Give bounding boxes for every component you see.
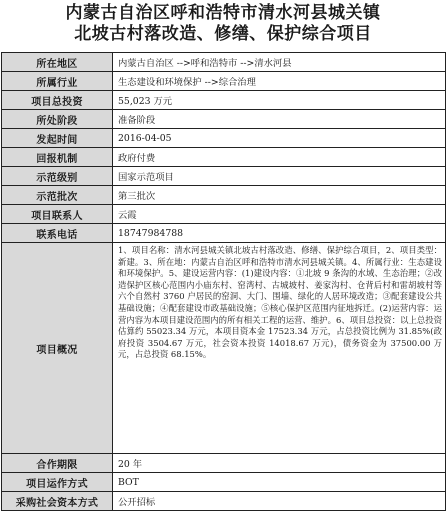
value-launch-date: 2016-04-05 [113, 129, 446, 148]
row-contact-person [2, 205, 446, 224]
label-cooperation-term: 合作期限 [2, 454, 113, 473]
document-title [0, 3, 446, 45]
row-demo-level [2, 167, 446, 186]
row-return-mechanism [2, 148, 446, 167]
row-region [2, 53, 446, 72]
label-procurement-method: 采购社会资本方式 [2, 492, 113, 511]
title-line-1: 内蒙古自治区呼和浩特市清水河县城关镇 [65, 3, 381, 23]
value-industry: 生态建设和环境保护 -->综合治理 [113, 72, 446, 91]
label-industry: 所属行业 [2, 72, 113, 91]
overview-text: 1、项目名称：清水河县城关镇北坡古村落改造、修缮、保护综合项目，2、项目类型：新建。3、所在地：内蒙古自治区呼和浩特市清水河县城关镇。4、所属行业：生态建设和环境保护。5、建设运营内容：(1)建设内容：①北坡 9 条沟的水域、生态治理；②改造保护区核心范围内小庙东村、窑湾村、古城坡村、姜家沟村、仓背后村和雷胡坡村等六个自然村 3760 户居民的窑洞、大门、围墙、绿化的人居环境改造；③配套建设公共基础设施；④配套建设市政基础设施；⑤核心保护区范围内征地拆迁。(2)运营内容：运营内容为本项目建设范围内的所有相关工程的运营、维护。6、项目总投资：以上总投资估算约 55023.34 万元，本项目资本金 17523.34 万元，占总投资比例为 31.85%(政府投资 3504.67 万元，社会资本投资 14018.67 万元)，债务资金为 37500.00 万元，占总投资 68.15%。 [118, 245, 442, 360]
label-region: 所在地区 [2, 53, 113, 72]
row-contact-phone [2, 224, 446, 243]
value-region: 内蒙古自治区 -->呼和浩特市 -->清水河县 [113, 53, 446, 72]
row-operation-mode [2, 473, 446, 492]
label-return-mechanism: 回报机制 [2, 148, 113, 167]
value-procurement-method: 公开招标 [113, 492, 446, 511]
label-launch-date: 发起时间 [2, 129, 113, 148]
label-demo-level: 示范级别 [2, 167, 113, 186]
label-stage: 所处阶段 [2, 110, 113, 129]
row-launch-date [2, 129, 446, 148]
value-cooperation-term: 20 年 [113, 454, 446, 473]
row-industry [2, 72, 446, 91]
row-cooperation-term [2, 454, 446, 473]
value-operation-mode: BOT [113, 473, 446, 492]
label-total-investment: 项目总投资 [2, 91, 113, 110]
title-line-2: 北坡古村落改造、修缮、保护综合项目 [74, 24, 372, 44]
label-contact-person: 项目联系人 [2, 205, 113, 224]
label-demo-batch: 示范批次 [2, 186, 113, 205]
row-demo-batch [2, 186, 446, 205]
label-operation-mode: 项目运作方式 [2, 473, 113, 492]
value-stage: 准备阶段 [113, 110, 446, 129]
label-contact-phone: 联系电话 [2, 224, 113, 243]
value-demo-level: 国家示范项目 [113, 167, 446, 186]
row-stage [2, 110, 446, 129]
value-contact-phone: 18747984788 [113, 224, 446, 243]
row-overview [2, 243, 446, 454]
value-overview [113, 243, 446, 454]
value-return-mechanism: 政府付费 [113, 148, 446, 167]
project-info-table [1, 52, 446, 511]
value-contact-person: 云霞 [113, 205, 446, 224]
row-procurement-method [2, 492, 446, 511]
label-overview: 项目概况 [2, 243, 113, 454]
row-total-investment [2, 91, 446, 110]
value-demo-batch: 第三批次 [113, 186, 446, 205]
value-total-investment: 55,023 万元 [113, 91, 446, 110]
